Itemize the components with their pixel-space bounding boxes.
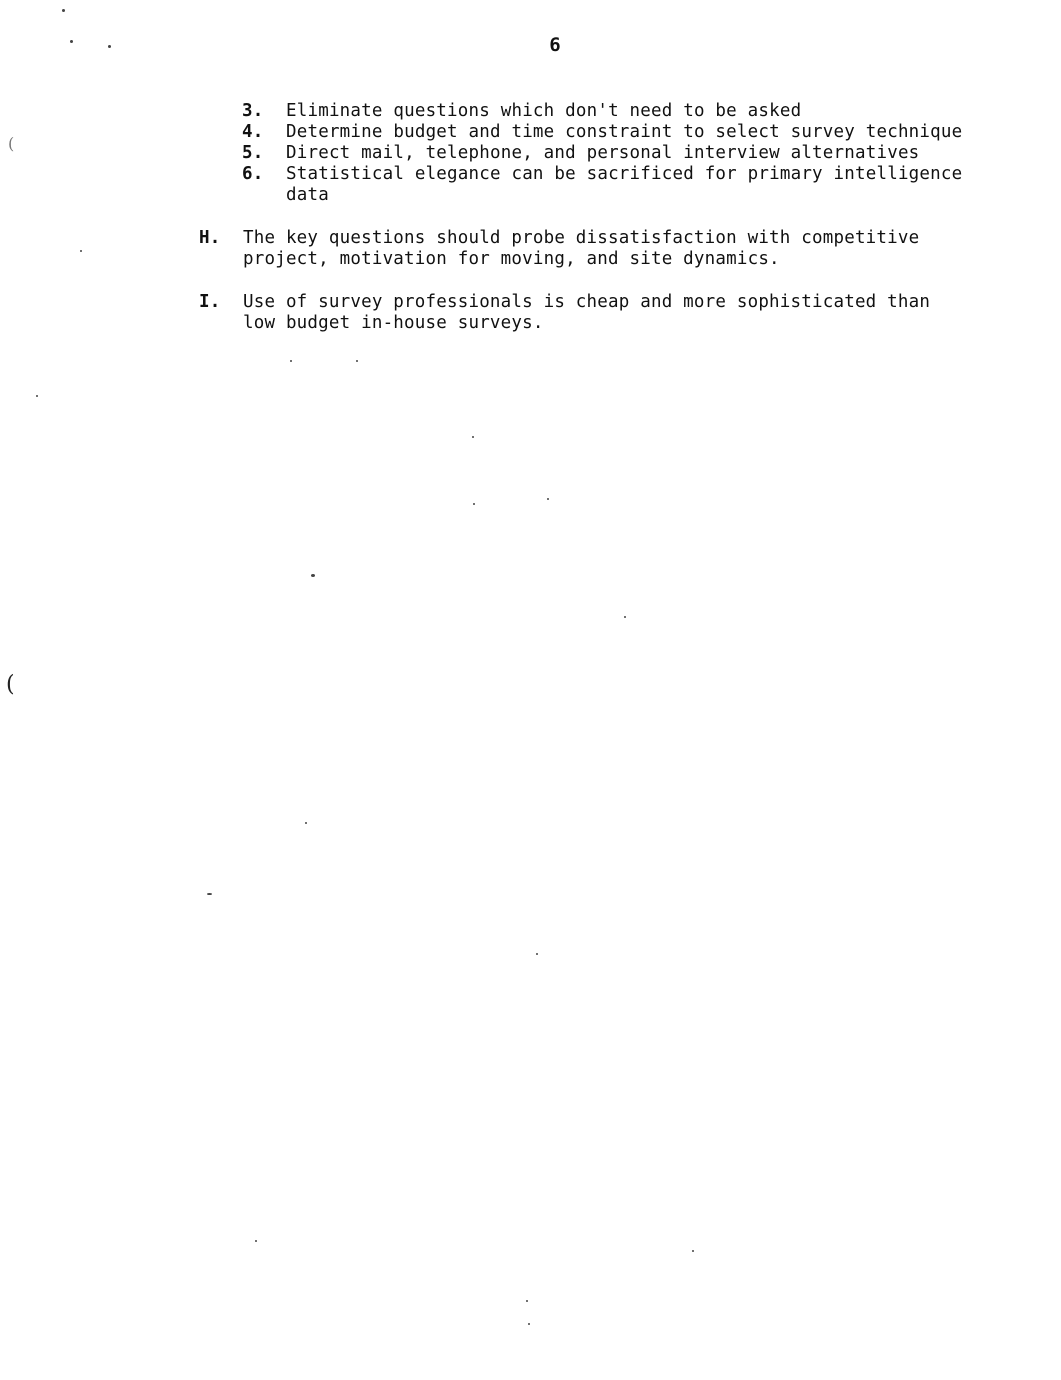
list-marker: 3. [242, 101, 264, 121]
list-item-text-continuation: low budget in-house surveys. [243, 313, 544, 333]
scan-speck [473, 503, 475, 505]
scan-speck [472, 436, 474, 438]
scan-speck [692, 1250, 694, 1252]
scan-speck [70, 40, 73, 43]
scan-speck [255, 1240, 257, 1242]
scan-speck [547, 498, 549, 500]
scan-speck [528, 1323, 530, 1325]
scan-speck [80, 250, 82, 252]
scan-speck [356, 360, 358, 362]
scan-speck [526, 1300, 528, 1302]
list-marker: 6. [242, 164, 264, 184]
list-item-text-continuation: data [286, 185, 329, 205]
list-marker: 4. [242, 122, 264, 142]
list-item-text: Use of survey professionals is cheap and more sophisticated than [243, 292, 931, 312]
scan-speck [536, 953, 538, 955]
list-marker: 5. [242, 143, 264, 163]
scan-paren-mark: ( [8, 134, 15, 153]
scan-speck [311, 574, 315, 577]
list-item-text: The key questions should probe dissatisfaction with competitive [243, 228, 920, 248]
list-item-text: Statistical elegance can be sacrificed for primary intelligence [286, 164, 963, 184]
scan-speck [62, 9, 65, 12]
list-item-text: Eliminate questions which don't need to be asked [286, 101, 802, 121]
page-number: 6 [549, 34, 561, 56]
list-item-text: Determine budget and time constraint to select survey technique [286, 122, 963, 142]
list-marker: H. [199, 228, 221, 248]
scan-speck [624, 616, 626, 618]
scan-speck [305, 822, 307, 824]
list-item-text: Direct mail, telephone, and personal interview alternatives [286, 143, 920, 163]
scan-paren-mark: ( [6, 672, 15, 697]
scan-speck [290, 360, 292, 362]
list-marker: I. [199, 292, 221, 312]
scan-speck [36, 395, 38, 397]
scan-speck [207, 893, 212, 895]
scan-speck [108, 45, 111, 48]
list-item-text-continuation: project, motivation for moving, and site dynamics. [243, 249, 780, 269]
